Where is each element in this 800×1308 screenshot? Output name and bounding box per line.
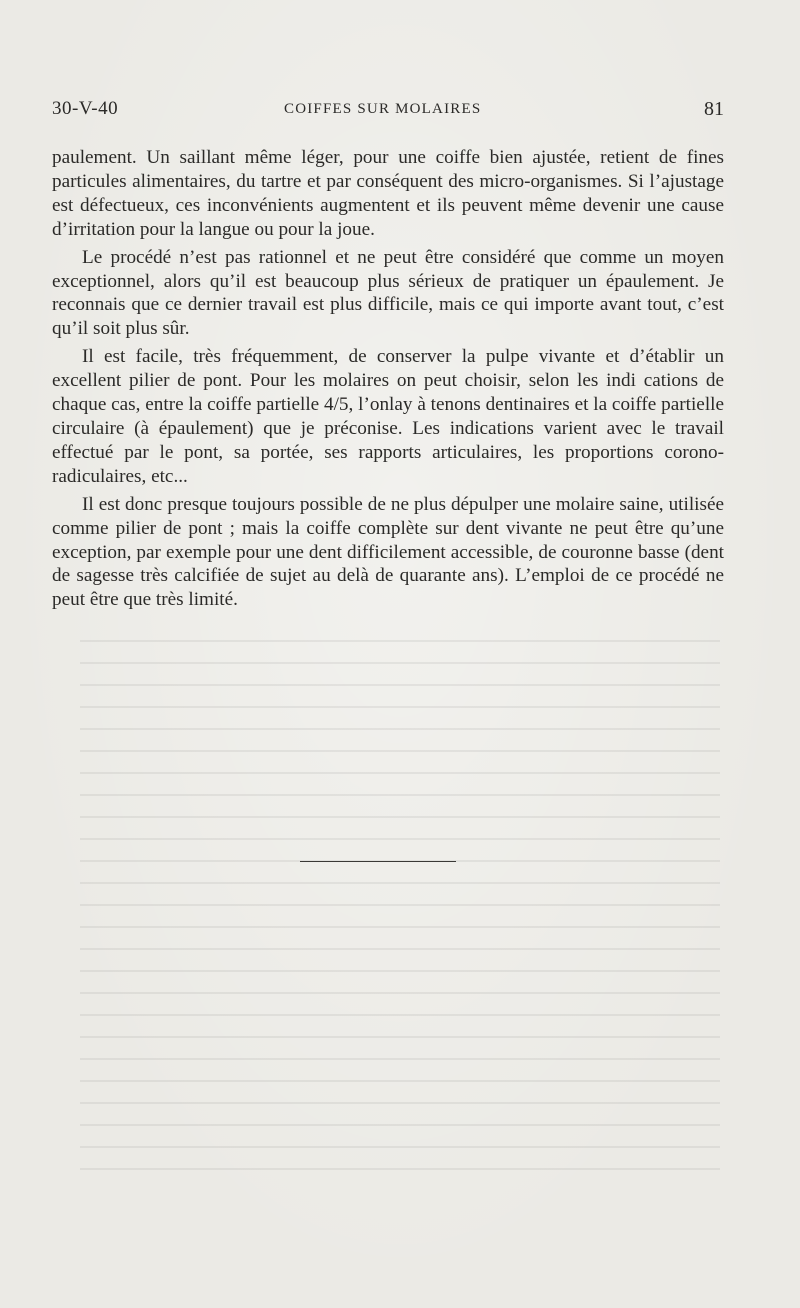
paragraph-2: Le procédé n’est pas rationnel et ne peut être considéré que comme un moyen exceptionnel, alors qu’il est beaucoup plus sérieux de pratiquer un épaulement. Je reconnais que ce dernier travail est plus difficile, mais ce qui importe avant tout, c’est qu’il soit plus sûr. [52, 246, 724, 340]
body-text [52, 146, 724, 616]
header-left-code: 30-V-40 [52, 98, 119, 119]
page-number: 81 [704, 98, 724, 120]
section-end-rule [300, 861, 456, 862]
running-header [52, 98, 724, 128]
running-title: COIFFES SUR MOLAIRES [284, 101, 482, 117]
paragraph-4: Il est donc presque toujours possible de ne plus dépulper une molaire saine, utilisée comme pilier de pont ; mais la coiffe complète sur dent vivante ne peut être qu’une exception, par exemple pour une dent difficilement accessible, de couronne basse (dent de sagesse très calcifiée de sujet au delà de quarante ans). L’emploi de ce procédé ne peut être que très limité. [52, 493, 724, 611]
paragraph-3: Il est facile, très fréquemment, de conserver la pulpe vivante et d’établir un excellent pilier de pont. Pour les molaires on peut choisir, selon les indi cations de chaque cas, entre la coiffe partielle 4/5, l’onlay à tenons dentinaires et la coiffe partielle circulaire (à épaulement) que je préconise. Les indications varient avec le travail effectué par le pont, sa portée, ses rapports articulaires, les proportions corono-radiculaires, etc... [52, 346, 724, 487]
paragraph-1: paulement. Un saillant même léger, pour une coiffe bien ajustée, retient de fines particules alimentaires, du tartre et par conséquent des micro-organismes. Si l’ajustage est défectueux, ces inconvénients augmentent et ils peuvent même devenir une cause d’irritation pour la langue ou pour la joue. [52, 147, 724, 240]
show-through-texture [80, 640, 720, 1180]
